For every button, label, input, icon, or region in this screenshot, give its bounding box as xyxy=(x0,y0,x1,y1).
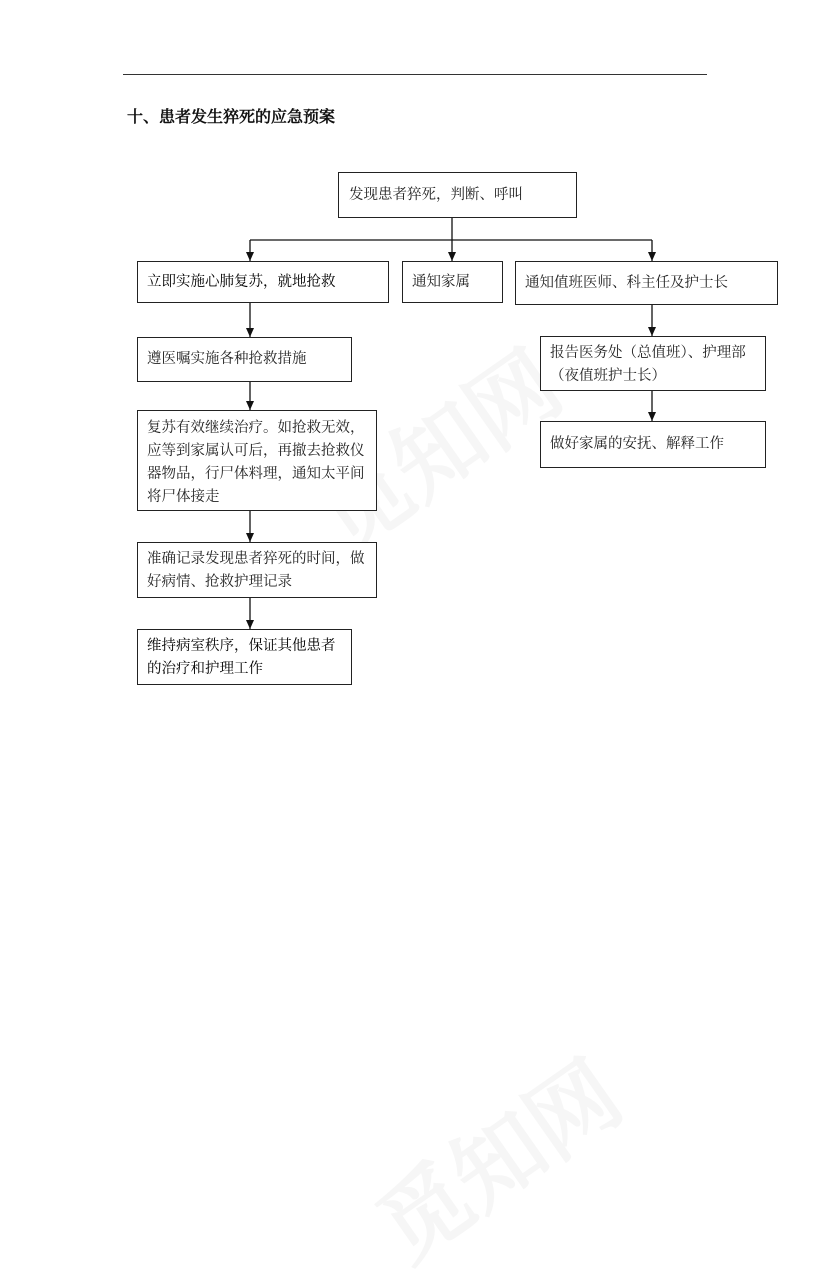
left-step-3 xyxy=(137,542,377,598)
left-step-2 xyxy=(137,410,377,511)
left-step-1 xyxy=(137,337,352,382)
right-step-2-label: 做好家属的安抚、解释工作 xyxy=(550,436,724,452)
branch-node-right xyxy=(515,261,778,305)
branch-node-middle-label: 通知家属 xyxy=(412,273,470,290)
page-title: 十、患者发生猝死的应急预案 xyxy=(127,107,336,126)
start-node xyxy=(338,172,577,218)
left-step-3-label: 准确记录发现患者猝死的时间，做好病情、抢救护理记录 xyxy=(147,551,365,590)
right-step-1 xyxy=(540,336,766,391)
left-step-4 xyxy=(137,629,352,685)
left-step-4-label: 维持病室秩序，保证其他患者的治疗和护理工作 xyxy=(147,638,336,677)
left-step-1-label: 遵医嘱实施各种抢救措施 xyxy=(147,351,307,367)
right-step-1-label: 报告医务处（总值班）、护理部（夜值班护士长） xyxy=(550,345,746,384)
start-node-label: 发现患者猝死，判断、呼叫 xyxy=(349,186,523,203)
branch-node-left xyxy=(137,261,389,303)
left-step-2-label: 复苏有效继续治疗。如抢救无效，应等到家属认可后，再撤去抢救仪器物品，行尸体料理，通知太平间将尸体接走 xyxy=(147,420,365,505)
branch-node-middle xyxy=(402,261,503,303)
branch-node-left-label: 立即实施心肺复苏，就地抢救 xyxy=(147,273,336,290)
right-step-2 xyxy=(540,421,766,468)
branch-node-right-label: 通知值班医师、科主任及护士长 xyxy=(525,274,728,291)
